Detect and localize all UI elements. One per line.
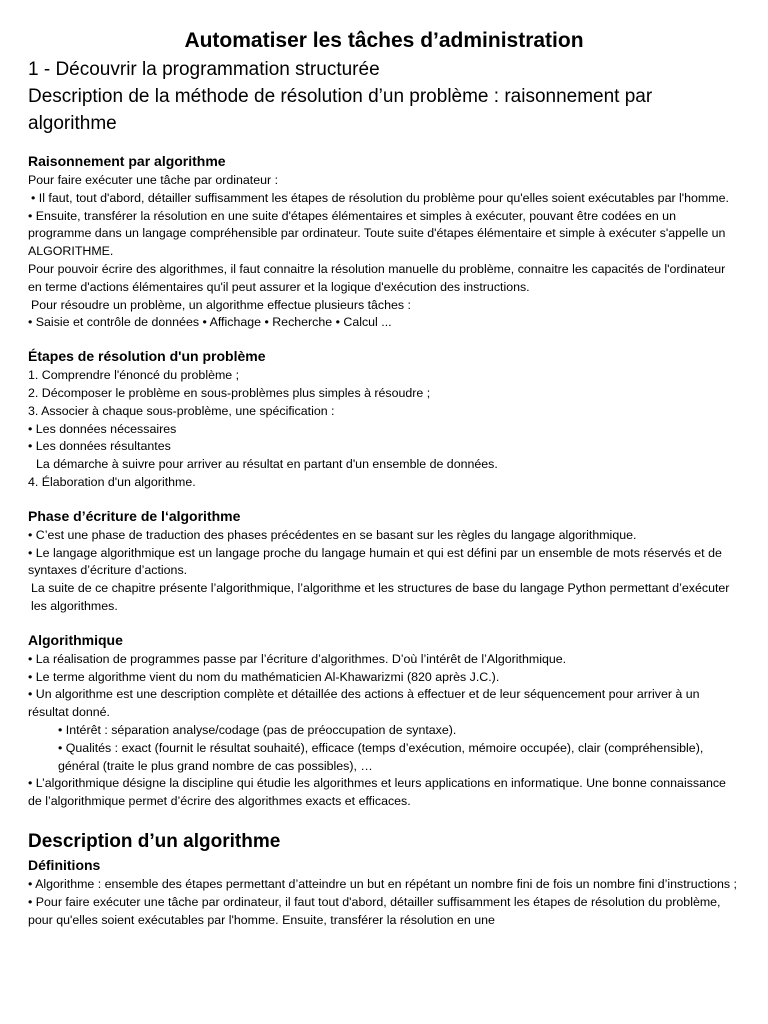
bullet-item: • Intérêt : séparation analyse/codage (pas de préoccupation de syntaxe). — [58, 722, 457, 737]
bullet-item: • Ensuite, transférer la résolution en une suite d'étapes élémentaires et simples à exécuter, pouvant être codées en un programme dans un langage compréhensible par ordinateur. Toute suite d'étapes élémentaire et simple à exécuter s'appelle un ALGORITHME. — [28, 208, 729, 259]
bullet-item: • C’est une phase de traduction des phases précédentes en se basant sur les règles du langage algorithmique. — [28, 527, 637, 542]
section-heading-large: Description d’un algorithme — [28, 830, 281, 852]
paragraph: La démarche à suivre pour arriver au résultat en partant d'un ensemble de données. — [36, 457, 498, 472]
list-item: 4. Élaboration d'un algorithme. — [28, 474, 196, 489]
section-raisonnement — [28, 151, 740, 332]
chapter-title: 1 - Découvrir la programmation structurée — [28, 59, 380, 80]
list-item: 3. Associer à chaque sous-problème, une spécification : — [28, 403, 335, 418]
section-heading: Raisonnement par algorithme — [28, 153, 226, 169]
section-etapes — [28, 346, 740, 492]
section-heading: Algorithmique — [28, 631, 123, 648]
paragraph: La suite de ce chapitre présente l’algorithmique, l’algorithme et les structures de base du langage Python permettant d’exécuter les algorithmes. — [31, 581, 733, 613]
bullet-item: • Les données résultantes — [28, 439, 171, 454]
bullet-item: • Un algorithme est une description complète et détaillée des actions à effectuer et de leur séquencement pour arriver à un résultat donné. — [28, 687, 703, 720]
bullet-item: • Pour faire exécuter une tâche par ordinateur, il faut tout d'abord, détailler suffisamment les étapes de résolution du problème, pour qu'elles soient exécutables par l'homme. Ensuite, transférer la résolution en une — [28, 894, 724, 927]
bullet-item: • Qualités : exact (fournit le résultat souhaité), efficace (temps d’exécution, mémoire occupée), clair (compréhensible), général (traite le plus grand nombre de cas possibles), … — [58, 740, 707, 773]
paragraph: Pour résoudre un problème, un algorithme effectue plusieurs tâches : — [31, 297, 411, 312]
list-item: 1. Comprendre l'énoncé du problème ; — [28, 368, 240, 383]
section-heading: Phase d’écriture de l‘algorithme — [28, 507, 241, 524]
bullet-item: • Saisie et contrôle de données • Affichage • Recherche • Calcul ... — [28, 315, 392, 330]
bullet-item: • Le terme algorithme vient du nom du mathématicien Al-Khawarizmi (820 après J.C.). — [28, 669, 500, 684]
section-description — [28, 829, 740, 929]
section-heading: Étapes de résolution d'un problème — [28, 348, 266, 365]
bullet-item: • Il faut, tout d'abord, détailler suffisamment les étapes de résolution du problème pour qu'elles soient exécutables par l'homme. — [31, 190, 729, 205]
bullet-item: • Les données nécessaires — [28, 421, 177, 436]
paragraph: Pour pouvoir écrire des algorithmes, il faut connaitre la résolution manuelle du problème, connaitre les capacités de l'ordinateur en terme d'actions élémentaires qu'il peut assurer et la logique d'exécution des instructions. — [28, 261, 729, 294]
bullet-item: • Algorithme : ensemble des étapes permettant d’atteindre un but en répétant un nombre fini de fois un nombre fini d’instructions ; — [28, 876, 737, 891]
bullet-item: • La réalisation de programmes passe par l’écriture d’algorithmes. D’où l’intérêt de l’Algorithmique. — [28, 651, 567, 666]
section-algorithmique — [28, 630, 740, 811]
bullet-item: • L’algorithmique désigne la discipline qui étudie les algorithmes et leurs applications en informatique. Une bonne connaissance de l’algorithmique permet d’écrire des algorithmes exacts et efficaces. — [28, 776, 730, 809]
bullet-item: • Le langage algorithmique est un langage proche du langage humain et qui est défini par un ensemble de mots réservés et de syntaxes d’écriture d’actions. — [28, 545, 726, 578]
subsection-heading: Définitions — [28, 856, 101, 873]
document-title: Automatiser les tâches d’administration — [184, 29, 584, 52]
list-item: 2. Décomposer le problème en sous-problèmes plus simples à résoudre ; — [28, 385, 431, 400]
section-phase-ecriture — [28, 506, 740, 616]
chapter-subtitle: Description de la méthode de résolution d’un problème : raisonnement par algorithme — [28, 86, 653, 134]
paragraph: Pour faire exécuter une tâche par ordinateur : — [28, 173, 279, 187]
